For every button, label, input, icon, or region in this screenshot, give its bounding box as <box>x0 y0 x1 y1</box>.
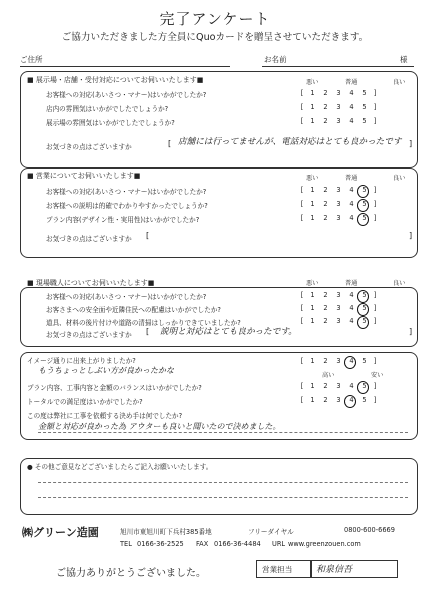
rating-circle <box>344 395 356 408</box>
staff-label: 営業担当 <box>262 565 293 574</box>
rating-scale[interactable]: [ 1 2 3 4 5 ] <box>300 357 377 365</box>
bracket-open: [ <box>146 231 150 240</box>
overall-q3: トータルでの満足度はいかがでしたか? <box>27 398 143 406</box>
answer-line <box>38 432 408 433</box>
rating-circle <box>357 316 369 329</box>
rating-scale[interactable]: [ 1 2 3 4 5 ] <box>300 214 377 222</box>
section-sales <box>20 168 418 258</box>
section-sales-title: ■ 営業についてお伺いいたします■ <box>27 172 141 180</box>
overall-q1: イメージ通りに出来上がりましたか? <box>27 357 136 365</box>
store-comment[interactable]: 店舗には行ってませんが、電話対応はとても良かったです <box>178 137 402 147</box>
rating-circle <box>344 356 356 369</box>
label-bad: 悪い <box>306 79 319 86</box>
url-label: URL <box>272 540 286 548</box>
honorific: 様 <box>400 55 408 64</box>
address-label: ご住所 <box>20 55 43 64</box>
label-normal: 普通 <box>345 280 358 287</box>
answer-line <box>38 482 408 483</box>
label-normal: 普通 <box>345 79 358 86</box>
rating-scale[interactable]: [ 1 2 3 4 5 ] <box>300 382 377 390</box>
bracket-close: ] <box>409 327 413 336</box>
overall-q1-answer[interactable]: もうちょっとしぶい方が良かったかな <box>38 366 174 375</box>
bracket-close: ] <box>409 231 413 240</box>
section-store-title: ■ 展示場・店舗・受付対応についてお伺いいたします■ <box>27 76 204 84</box>
rating-scale[interactable]: [ 1 2 3 4 5 ] <box>300 200 377 208</box>
label-cheap: 安い <box>371 372 384 379</box>
workers-q2: お客さまへの安全面や近隣住民への配慮はいかがでしたか? <box>46 306 221 314</box>
fax-number: 0166-36-4484 <box>214 540 261 548</box>
bracket-open: [ <box>168 139 172 148</box>
rating-scale[interactable]: [ 1 2 3 4 5 ] <box>300 396 377 404</box>
section-workers-title: ■ 現場職人についてお伺いいたします■ <box>27 279 155 287</box>
sales-q1: お客様への対応(あいさつ・マナー)はいかがでしたか? <box>46 188 207 196</box>
bracket-close: ] <box>409 139 413 148</box>
freedial-number: 0800-600-6669 <box>344 526 395 534</box>
name-field[interactable] <box>262 66 414 67</box>
freedial-label: フリーダイヤル <box>248 528 294 536</box>
rating-circle <box>357 199 369 212</box>
label-good: 良い <box>393 79 406 86</box>
company-logo: ㈱グリーン造園 <box>22 526 99 539</box>
label-bad: 悪い <box>306 280 319 287</box>
rating-circle <box>357 213 369 226</box>
rating-circle <box>357 381 369 394</box>
label-normal: 普通 <box>345 175 358 182</box>
survey-title: 完了アンケート <box>159 10 271 28</box>
name-label: お名前 <box>264 55 287 64</box>
answer-line <box>38 497 408 498</box>
rating-scale[interactable]: [ 1 2 3 4 5 ] <box>300 117 377 125</box>
label-high: 高い <box>322 372 335 379</box>
rating-circle <box>357 290 369 303</box>
sales-q3: プラン内容(デザイン性・実用性)はいかがでしたか? <box>46 216 200 224</box>
fax-label: FAX <box>196 540 209 548</box>
rating-scale[interactable]: [ 1 2 3 4 5 ] <box>300 89 377 97</box>
label-good: 良い <box>393 175 406 182</box>
company-address: 旭川市東旭川町下兵村385番地 <box>120 528 212 536</box>
store-comment-label: お気づきの点はございますか <box>46 143 132 151</box>
url-text[interactable]: www.greenzouen.com <box>288 540 361 548</box>
overall-q4-answer[interactable]: 金額と対応が良かった為 アウターも良いと聞いたので決めました。 <box>38 422 281 431</box>
rating-scale[interactable]: [ 1 2 3 4 5 ] <box>300 291 377 299</box>
address-field[interactable] <box>20 66 230 67</box>
store-q1: お客様への対応(あいさつ・マナー)はいかがでしたか? <box>46 91 207 99</box>
workers-q3: 道具、材料の後片付けや道路の清掃はしっかりできていましたか? <box>46 319 241 327</box>
tel-label: TEL <box>120 540 132 548</box>
store-q2: 店内の雰囲気はいかがでしたでしょうか? <box>46 105 169 113</box>
tel-number: 0166-36-2525 <box>137 540 184 548</box>
overall-q4: この度は弊社に工事を依頼する決め手は何でしたか? <box>27 412 183 420</box>
thanks-message: ご協力ありがとうございました。 <box>56 568 206 579</box>
rating-scale[interactable]: [ 1 2 3 4 5 ] <box>300 186 377 194</box>
rating-scale[interactable]: [ 1 2 3 4 5 ] <box>300 304 377 312</box>
other-title: ● その他ご意見などございましたらご記入お願いいたします。 <box>27 463 213 471</box>
bracket-open: [ <box>146 327 150 336</box>
overall-q2: プラン内容、工事内容と金額のバランスはいかがでしたか? <box>27 384 202 392</box>
workers-comment-label: お気づきの点はございますか <box>46 331 132 339</box>
store-q3: 展示場の雰囲気はいかがでしたでしょうか? <box>46 119 175 127</box>
rating-scale[interactable]: [ 1 2 3 4 5 ] <box>300 317 377 325</box>
staff-name[interactable]: 和泉信吾 <box>316 565 353 575</box>
rating-circle <box>357 185 369 198</box>
label-bad: 悪い <box>306 175 319 182</box>
rating-circle <box>357 303 369 316</box>
sales-comment-label: お気づきの点はございますか <box>46 235 132 243</box>
label-good: 良い <box>393 280 406 287</box>
workers-comment[interactable]: 説明と対応はとても良かったです。 <box>160 327 297 337</box>
sales-q2: お客様への説明は的確でわかりやすかったでしょうか? <box>46 202 208 210</box>
rating-scale[interactable]: [ 1 2 3 4 5 ] <box>300 103 377 111</box>
workers-q1: お客様への対応(あいさつ・マナー)はいかがでしたか? <box>46 293 207 301</box>
survey-subtitle: ご協力いただきました方全員にQuoカードを贈呈させていただきます。 <box>61 32 369 43</box>
